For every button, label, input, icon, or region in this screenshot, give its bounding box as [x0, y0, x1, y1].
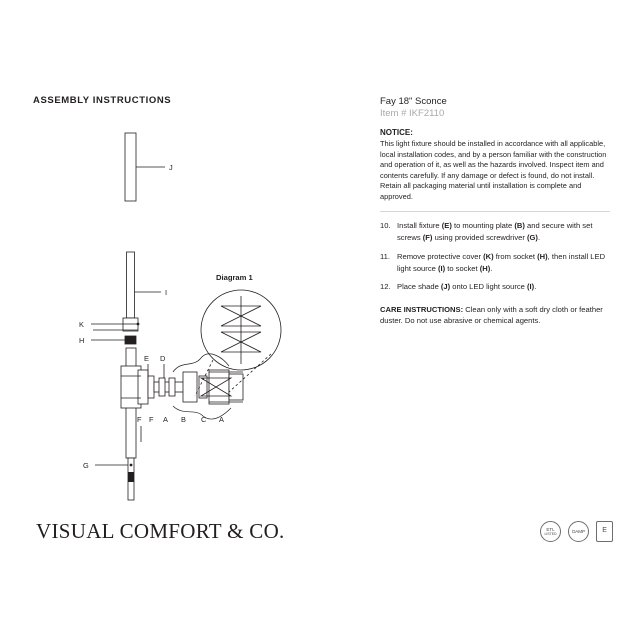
divider: [380, 211, 610, 212]
energy-badge: [596, 521, 613, 542]
callout-e: E: [144, 354, 149, 363]
diagram-caption: Diagram 1: [216, 273, 253, 282]
callout-b: B: [181, 415, 186, 424]
step-text: Install fixture (E) to mounting plate (B) and secure with set screws (F) using provided screwdriver (G).: [397, 221, 593, 243]
etl-badge-line1: ETL: [546, 526, 555, 532]
steps-list: [380, 220, 610, 293]
etl-badge-line2: LISTED: [544, 532, 557, 537]
step-text: Remove protective cover (K) from socket (H), then install LED light source (I) to socket (H).: [397, 251, 606, 273]
energy-badge-label: E: [602, 527, 607, 535]
callout-a2: A: [219, 415, 224, 424]
damp-badge-label: DAMP: [572, 528, 585, 534]
brand-wordmark: VISUAL COMFORT & CO.: [36, 519, 285, 543]
step-number: 10.: [380, 221, 391, 231]
page-title: ASSEMBLY INSTRUCTIONS: [33, 95, 172, 106]
list-item: [380, 281, 610, 293]
product-item-number: Item # IKF2110: [380, 108, 445, 119]
damp-rated-badge: [568, 521, 589, 542]
callout-f: F: [137, 415, 142, 424]
step-number: 11.: [380, 251, 390, 261]
care-heading: CARE INSTRUCTIONS:: [380, 304, 464, 314]
callout-f2: F: [149, 415, 154, 424]
callout-i: I: [165, 288, 168, 297]
product-name: Fay 18" Sconce: [380, 96, 447, 107]
callout-d: D: [160, 354, 166, 363]
step-number: 12.: [380, 282, 391, 292]
callout-k: K: [79, 320, 84, 329]
callout-a: A: [163, 415, 168, 424]
list-item: [380, 251, 610, 276]
callout-j: J: [169, 163, 173, 172]
certification-badges: [540, 521, 613, 542]
list-item: [380, 220, 610, 245]
product-info-panel: [380, 96, 610, 327]
callout-c: C: [201, 415, 207, 424]
step-text: Place shade (J) onto LED light source (I).: [397, 282, 537, 292]
notice-body: This light fixture should be installed in accordance with all applicable, local installation codes, and by a person familiar with the construction and operation of it, as well as the hazards involved. Inspect item and contents carefully. If any damage or defect is found, do not install. Retain all packaging material until installation is complete and approved.: [380, 139, 607, 201]
callout-g: G: [83, 461, 89, 470]
notice-heading: NOTICE:: [380, 128, 413, 137]
care-instructions: [380, 304, 610, 328]
care-body: Clean only with a soft dry cloth or feather duster. Do not use abrasive or chemical agents.: [380, 304, 603, 326]
etl-listed-badge: [540, 521, 561, 542]
assembly-section: [33, 95, 353, 106]
assembly-diagram: [33, 120, 353, 510]
callout-h: H: [79, 336, 85, 345]
